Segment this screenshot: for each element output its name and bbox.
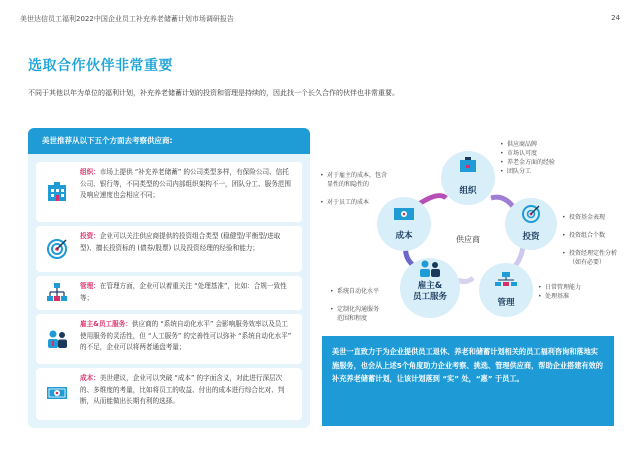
bullets-organization: • 供应商品牌 • 市场认可度 • 养老金方面的经验 • 团队分工: [500, 140, 610, 176]
connector-arrow: [491, 197, 514, 208]
bullets-service: • 系统自动化水平 • 定制化沟通服务 范围和程度: [330, 278, 406, 332]
bullets-cost: • 对于雇主的成本，包含 显性的和隐性的 • 对于员工的成本: [320, 162, 410, 216]
node-label-service: 雇主& 员工服务: [412, 281, 447, 302]
bullets-investment: • 投资基金表现 • 投资组合个数 • 投资经理定性分析 （如有必要）: [562, 204, 630, 276]
summary-box: 美世一直致力于为企业提供员工退休、养老和储蓄计划相关的员工福利咨询和落地实施服务，也会从上述5个角度助力企业考察、挑选、管理供应商，帮助企业搭建有效的补充养老储蓄计划，让该计划落到 “实” 处，“惠” 于员工。: [322, 336, 614, 426]
people-icon: [46, 328, 68, 350]
criteria-text: 组织：市场上提供 “补充养老储蓄” 的公司类型多样，有保险公司、信托公司、银行等，不同类型的公司内部组织架构不一，团队分工、服务范围及响应速度也会相应不同；: [80, 168, 291, 199]
panel-heading: 美世推荐从以下五个方面去考察供应商:: [28, 128, 310, 154]
node-label-management: 管理: [497, 298, 515, 308]
page-header: [20, 14, 620, 28]
criteria-card-service: [36, 314, 302, 364]
criteria-card-cost: [36, 368, 302, 420]
criteria-text: 投资：企业可以关注供应商提供的投资组合类型 (稳健型/平衡型/进取型)、擅长投资标的 (债券/股票) 以及投资经理的经验和能力；: [80, 232, 281, 252]
org-chart-icon: [46, 282, 68, 304]
node-label-investment: 投资: [522, 232, 540, 242]
page-title: 选取合作伙伴非常重要: [28, 58, 173, 74]
criteria-card-management: [36, 276, 302, 310]
bullets-management: • 日常管理能力 • 处理基准: [538, 283, 618, 301]
node-label-organization: 组织: [459, 186, 477, 196]
node-label-cost: 成本: [395, 231, 413, 241]
page-number: 24: [611, 14, 620, 22]
criteria-card-investment: [36, 226, 302, 272]
criteria-card-organization: [36, 162, 302, 222]
criteria-text: 成本：美世建议，企业可以突破 “成本” 的字面含义，对此进行深层次的、多维度的考量，比如将员工的收益、付出的成本进行综合比对、判断，从而能做出长期有利的选择。: [80, 374, 285, 405]
header-title: 美世达信员工福利2022中国企业员工补充养老储蓄计划市场调研报告: [20, 15, 234, 23]
building-icon: [46, 181, 68, 203]
target-icon: [46, 238, 68, 260]
connector-arrow: [458, 278, 473, 282]
recommendation-panel: [28, 128, 310, 428]
criteria-text: 雇主&员工服务：供应商的 “系统自动化水平” 会影响服务效率以及员工使用服务的灵活性，但 “人工服务” 的完善性可以弥补 “系统自动化水平” 的不足，企业可以将两者通盘考量；: [80, 320, 292, 351]
center-label: 供应商: [456, 235, 480, 244]
money-icon: [46, 382, 68, 404]
supplier-diagram: [318, 138, 630, 328]
criteria-text: 管理：在管理方面，企业可以着重关注 “处理基准”，比如：合规一致性等；: [80, 282, 287, 302]
intro-paragraph: 不同于其他以年为单位的福利计划，补充养老储蓄计划的投资和管理是持续的，因此找一个长久合作的伙伴也非常重要。: [28, 89, 399, 97]
node-circle-management: [479, 263, 533, 317]
